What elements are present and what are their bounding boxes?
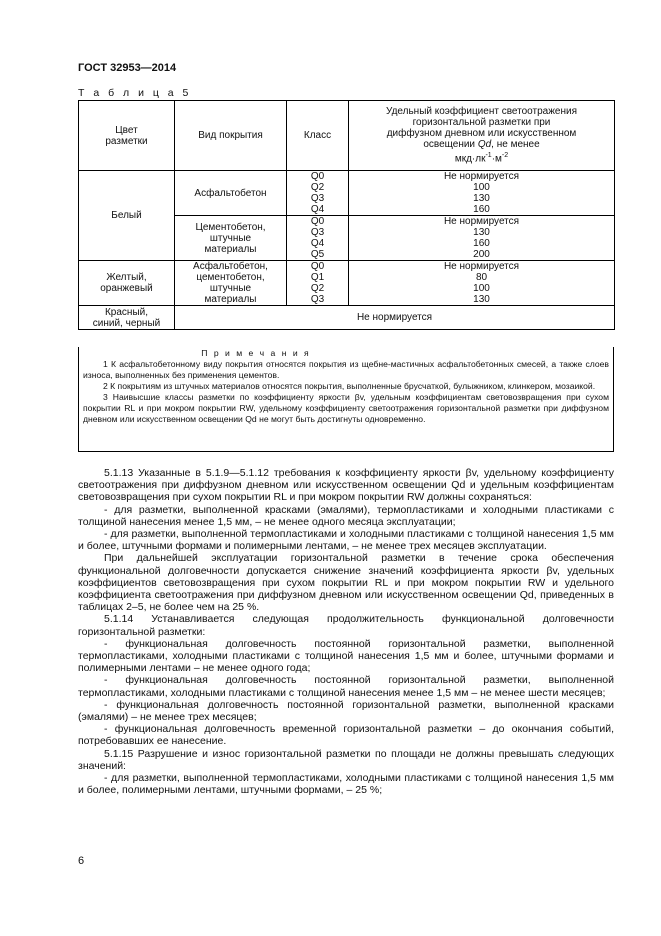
table-row [79,171,615,216]
cell-values: Не нормируется 130 160 200 [349,216,615,261]
cell-classes: Q0 Q3 Q4 Q5 [287,216,349,261]
cell-classes: Q0 Q2 Q3 Q4 [287,171,349,216]
cell-not-regulated: Не нормируется [175,306,615,330]
header-coefficient: Удельный коэффициент светоотражения горизонтальной разметки при диффузном дневном или искусственном освещении Qd, не менее $мкд\cdot лк^{-1}\cdot м^{-2}$ [349,101,615,171]
page-number: 6 [78,855,85,867]
cell-coating: Асфальтобетон, цементобетон, штучные материалы [175,261,287,306]
note-2: 2 К покрытиям из штучных материалов относятся покрытия, выполненные брусчаткой, булыжником, клинкером, мозаикой. [103,381,596,391]
paragraph: 5.1.13 Указанные в 5.1.9—5.1.12 требования к коэффициенту яркости βv, удельному коэффициенту светоотражения при диффузном дневном или искусственном освещении Qd и удельным коэффициентам световозвращения при сухом покрытии RL и при мокром покрытии RW должны сохраняться: [78,467,614,504]
body-text [78,467,614,796]
paragraph: - для разметки, выполненной красками (эмалями), термопластиками и холодными пластиками с толщиной нанесения менее 1,5 мм, – не менее одного месяца эксплуатации; [78,503,614,528]
cell-values: Не нормируется 100 130 160 [349,171,615,216]
cell-coating: Цементобетон, штучные материалы [175,216,287,261]
paragraph: - функциональная долговечность постоянной горизонтальной разметки, выполненной красками (эмалями) – не менее трех месяцев; [78,698,614,724]
notes-heading: П р и м е ч а н и я [201,348,311,358]
paragraph: При дальнейшей эксплуатации горизонтальной разметки в течение срока обеспечения функциональной долговечности допускается снижение значений коэффициента яркости βv, удельных коэффициентов световозвращения при сухом покрытии RL и при мокром покрытии RW и удельного коэффициента светоотражения при диффузном дневном или искусственном освещении Qd, приведенных в таблицах 2–5, не более чем на 25 %. [78,552,614,614]
table-caption: Т а б л и ц а 5 [78,87,192,99]
header-color: Цвет разметки [79,101,175,171]
paragraph: - функциональная долговечность временной горизонтальной разметки – до окончания событий, потребовавших ее нанесение. [78,723,614,748]
table-5 [78,100,615,330]
table-row [79,261,615,306]
table-row [79,306,615,330]
paragraph: - функциональная долговечность постоянной горизонтальной разметки, выполненной термопластиками, холодными пластиками с толщиной нанесения менее 1,5 мм – не менее шести месяцев; [78,674,614,699]
note-3: 3 Наивысшие классы разметки по коэффициенту яркости βv, удельным коэффициентам световозвращения при сухом покрытии RL и при мокром покрытии RW, удельному коэффициенту светоотражения горизонтальной разметки при диффузном дневном или искусственном освещении Qd не могут быть достигнуты одновременно. [83,392,609,424]
paragraph: 5.1.15 Разрушение и износ горизонтальной разметки по площади не должны превышать следующих значений: [78,747,614,772]
cell-coating: Асфальтобетон [175,171,287,216]
header-class: Класс [287,101,349,171]
table-notes [78,347,614,452]
paragraph: - для разметки, выполненной термопластиками, холодными пластиками с толщиной нанесения 1,5 мм и более, полимерными лентами, штучными формами, – 25 %; [78,772,614,797]
cell-color-white: Белый [79,171,175,261]
header-coating: Вид покрытия [175,101,287,171]
cell-values: Не нормируется 80 100 130 [349,261,615,306]
cell-color-yellow: Желтый, оранжевый [79,261,175,306]
document-header: ГОСТ 32953—2014 [78,62,177,74]
paragraph: - функциональная долговечность постоянной горизонтальной разметки, выполненной термопластиками, холодными пластиками с толщиной нанесения 1,5 мм и более, штучными формами и полимерными лентами – не менее одного года; [78,637,614,675]
note-1: 1 К асфальтобетонному виду покрытия относятся покрытия из щебне-мастичных асфальтобетонных смесей, а также слоев износа, выполненных без применения цементов. [83,359,609,380]
paragraph: - для разметки, выполненной термопластиками и холодными пластиками с толщиной нанесения 1,5 мм и более, штучными формами и полимерными лентами, – не менее трех месяцев эксплуатации. [78,528,614,553]
cell-color-red: Красный, синий, черный [79,306,175,330]
paragraph: 5.1.14 Устанавливается следующая продолжительность функциональной долговечности горизонтальной разметки: [78,613,614,638]
cell-classes: Q0 Q1 Q2 Q3 [287,261,349,306]
table-header-row [79,101,615,171]
